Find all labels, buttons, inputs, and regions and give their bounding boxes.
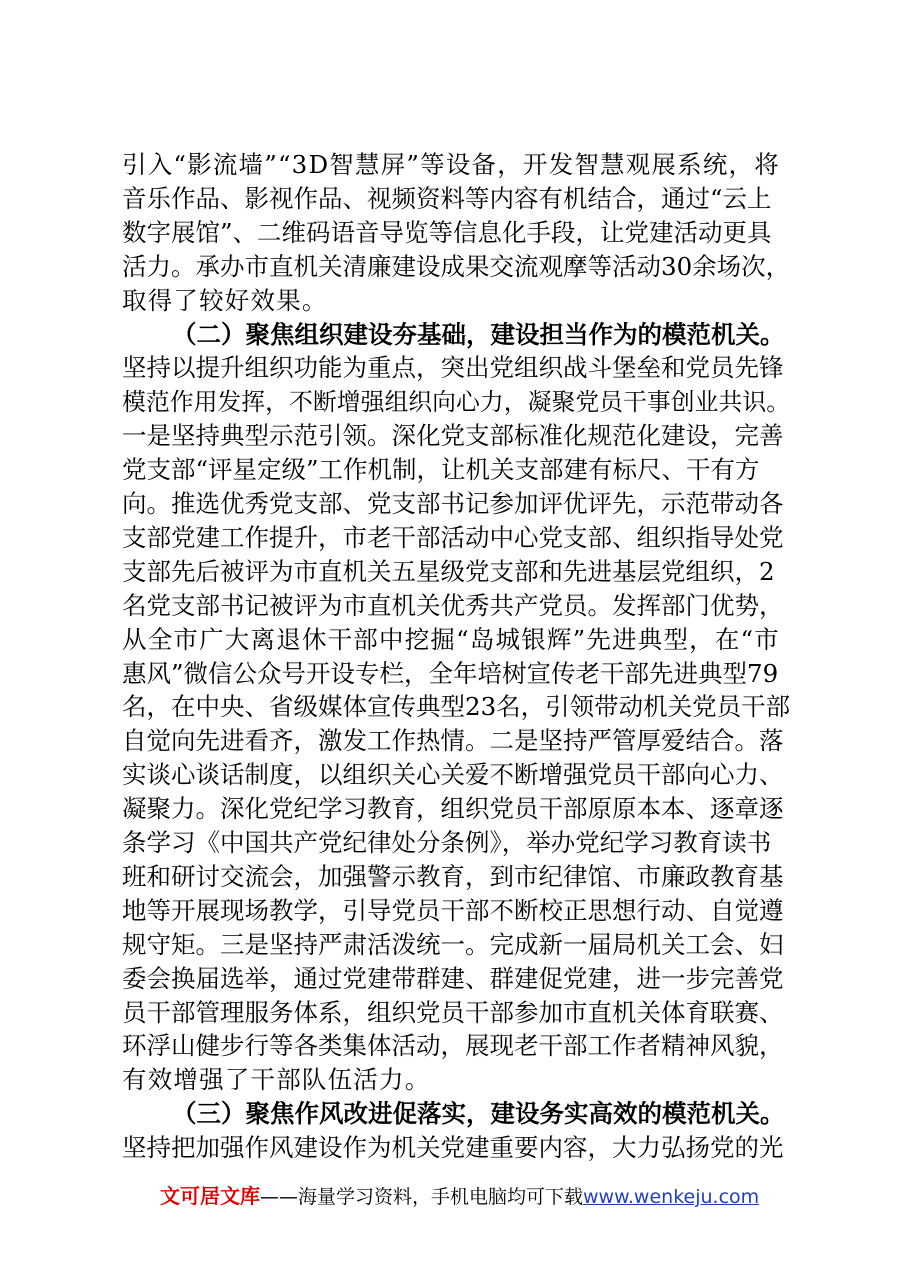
body-text-line: 员干部管理服务体系，组织党员干部参加市直机关体育联赛、 bbox=[122, 997, 784, 1027]
body-text-line: 坚持把加强作风建设作为机关党建重要内容，大力弘扬党的光 bbox=[122, 1133, 784, 1163]
body-text-line: 凝聚力。深化党纪学习教育，组织党员干部原原本本、逐章逐 bbox=[122, 794, 784, 824]
body-text-line: 党支部“评星定级”工作机制，让机关支部建有标尺、干有方 bbox=[122, 455, 760, 485]
body-text-line: 数字展馆”、二维码语音导览等信息化手段，让党建活动更具 bbox=[122, 217, 772, 247]
body-text-line: 活力。承办市直机关清廉建设成果交流观摩等活动30余场次， bbox=[122, 251, 791, 281]
body-text-line: 委会换届选举，通过党建带群建、群建促党建，进一步完善党 bbox=[122, 963, 784, 993]
section-heading: （二）聚焦组织建设夯基础，建设担当作为的模范机关。 bbox=[172, 319, 785, 349]
section-heading: （三）聚焦作风改进促落实，建设务实高效的模范机关。 bbox=[172, 1099, 785, 1129]
body-text-line: 引入“影流墙”“3D智慧屏”等设备，开发智慧观展系统，将 bbox=[122, 150, 780, 179]
body-text-line: 名党支部书记被评为市直机关优秀共产党员。发挥部门优势， bbox=[122, 590, 784, 620]
body-text-line: 有效增强了干部队伍活力。 bbox=[122, 1065, 431, 1095]
footer-brand: 文可居文库 bbox=[160, 1184, 260, 1208]
body-text-line: 支部党建工作提升，市老干部活动中心党支部、组织指导处党 bbox=[122, 522, 784, 552]
body-text-line: 规守矩。三是坚持严肃活泼统一。完成新一届局机关工会、妇 bbox=[122, 929, 784, 959]
footer-description: 海量学习资料，手机电脑均可下载 bbox=[298, 1186, 584, 1208]
body-text-line: 模范作用发挥，不断增强组织向心力，凝聚党员干事创业共识。 bbox=[122, 388, 791, 417]
watermark-footer bbox=[160, 1181, 759, 1211]
body-text-line: 音乐作品、影视作品、视频资料等内容有机结合，通过“云上 bbox=[122, 183, 772, 213]
footer-dash: —— bbox=[260, 1186, 298, 1208]
body-text-line: 名，在中央、省级媒体宣传典型23名，引领带动机关党员干部 bbox=[122, 692, 791, 722]
body-text-line: 自觉向先进看齐，激发工作热情。二是坚持严管厚爱结合。落 bbox=[122, 726, 784, 756]
footer-link[interactable]: www.wenkeju.com bbox=[583, 1186, 760, 1208]
body-text-line: 从全市广大离退休干部中挖掘“岛城银辉”先进典型，在“市 bbox=[122, 624, 780, 654]
body-text-line: 条学习《中国共产党纪律处分条例》，举办党纪学习教育读书 bbox=[122, 828, 772, 857]
body-text-line: 环浮山健步行等各类集体活动，展现老干部工作者精神风貌， bbox=[122, 1031, 784, 1061]
body-text-line: 向。推选优秀党支部、党支部书记参加评优评先，示范带动各 bbox=[122, 489, 784, 518]
body-text-line: 支部先后被评为市直机关五星级党支部和先进基层党组织，2 bbox=[122, 556, 775, 586]
body-text-line: 一是坚持典型示范引领。深化党支部标准化规范化建设，完善 bbox=[122, 421, 784, 451]
body-text-line: 取得了较好效果。 bbox=[122, 285, 328, 315]
body-text-line: 坚持以提升组织功能为重点，突出党组织战斗堡垒和党员先锋 bbox=[122, 353, 784, 383]
body-text-line: 班和研讨交流会，加强警示教育，到市纪律馆、市廉政教育基 bbox=[122, 861, 784, 891]
body-text-line: 实谈心谈话制度，以组织关心关爱不断增强党员干部向心力、 bbox=[122, 760, 784, 790]
body-text-line: 惠风”微信公众号开设专栏，全年培树宣传老干部先进典型79 bbox=[122, 658, 779, 688]
body-text-line: 地等开展现场教学，引导党员干部不断校正思想行动、自觉遵 bbox=[122, 895, 784, 925]
